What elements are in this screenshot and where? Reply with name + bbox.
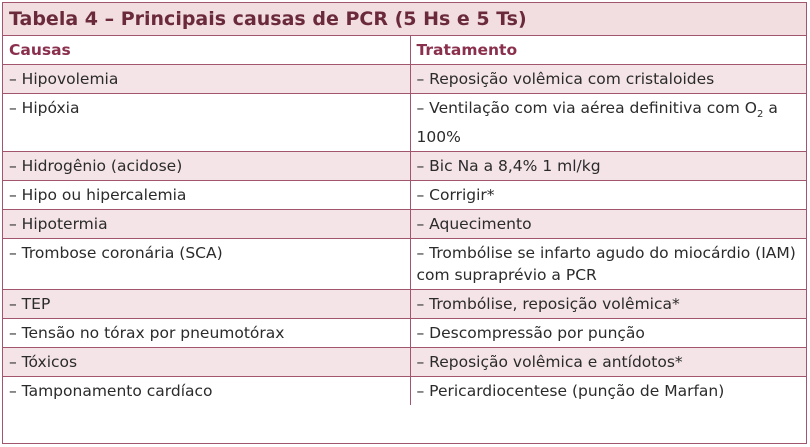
treatment-cell: [410, 94, 806, 152]
table-row: [3, 239, 806, 290]
table-row: [3, 290, 806, 319]
table-row: [3, 152, 806, 181]
treatment-cell: – Trombólise, reposição volêmica*: [410, 290, 806, 319]
subscript: 2: [757, 109, 764, 121]
treatment-cell: – Reposição volêmica com cristaloides: [410, 65, 806, 94]
treatment-cell: – Reposição volêmica e antídotos*: [410, 348, 806, 377]
causes-table: [3, 36, 806, 405]
cause-cell: – Hipovolemia: [3, 65, 410, 94]
cause-cell: – Trombose coronária (SCA): [3, 239, 410, 290]
cause-cell: – TEP: [3, 290, 410, 319]
cause-cell: – Hipo ou hipercalemia: [3, 181, 410, 210]
cause-cell: – Tamponamento cardíaco: [3, 377, 410, 406]
table-row: [3, 319, 806, 348]
cause-cell: – Tóxicos: [3, 348, 410, 377]
table-container: [2, 2, 807, 444]
header-row: [3, 36, 806, 65]
treatment-cell: – Corrigir*: [410, 181, 806, 210]
treatment-cell: – Bic Na a 8,4% 1 ml/kg: [410, 152, 806, 181]
treatment-cell: – Pericardiocentese (punção de Marfan): [410, 377, 806, 406]
table-row: [3, 377, 806, 406]
header-causas: Causas: [3, 36, 410, 65]
header-tratamento: Tratamento: [410, 36, 806, 65]
cause-cell: – Hipóxia: [3, 94, 410, 152]
treatment-cell: – Descompressão por punção: [410, 319, 806, 348]
table-title: Tabela 4 – Principais causas de PCR (5 Hs e 5 Ts): [3, 3, 806, 36]
table-row: [3, 181, 806, 210]
table-row: [3, 348, 806, 377]
table-row: [3, 210, 806, 239]
table-row: [3, 65, 806, 94]
cause-cell: – Tensão no tórax por pneumotórax: [3, 319, 410, 348]
treatment-text-end: a 100%: [416, 99, 778, 147]
cause-cell: – Hidrogênio (acidose): [3, 152, 410, 181]
cause-cell: – Hipotermia: [3, 210, 410, 239]
treatment-text: – Ventilação com via aérea definitiva com O: [416, 99, 758, 117]
table-row: [3, 94, 806, 152]
treatment-cell: – Trombólise se infarto agudo do miocárdio (IAM) com supraprévio a PCR: [410, 239, 806, 290]
treatment-cell: – Aquecimento: [410, 210, 806, 239]
